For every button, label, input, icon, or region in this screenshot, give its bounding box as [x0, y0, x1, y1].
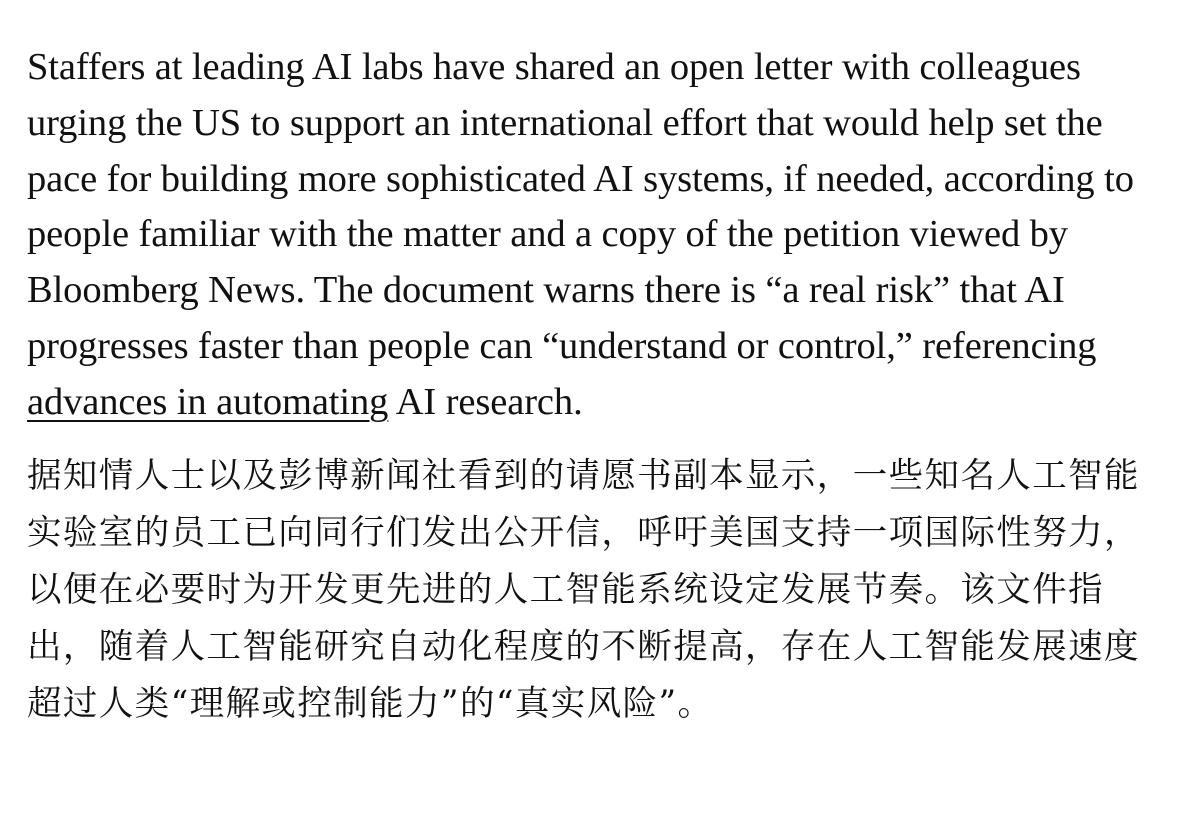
article-body	[27, 40, 1177, 733]
english-text-after-link: AI research.	[388, 380, 583, 423]
chinese-paragraph: 据知情人士以及彭博新闻社看到的请愿书副本显示，一些知名人工智能实验室的员工已向同行们发出公开信，呼吁美国支持一项国际性努力，以便在必要时为开发更先进的人工智能系统设定发展节奏。该文件指出，随着人工智能研究自动化程度的不断提高，存在人工智能发展速度超过人类“理解或控制能力”的“真实风险”。	[27, 455, 1140, 724]
english-text-before-link: Staffers at leading AI labs have shared an open letter with colleagues urging the US to support an international effort that would help set the pace for building more sophisticated AI systems, if needed, according to people familiar with the matter and a copy of the petition viewed by Bloomberg News. The document warns there is “a real risk” that AI progresses faster than people can “understand or control,” referencing	[27, 46, 1134, 367]
advances-in-automating-link[interactable]: advances in automating	[27, 380, 389, 423]
english-paragraph	[27, 40, 1177, 431]
